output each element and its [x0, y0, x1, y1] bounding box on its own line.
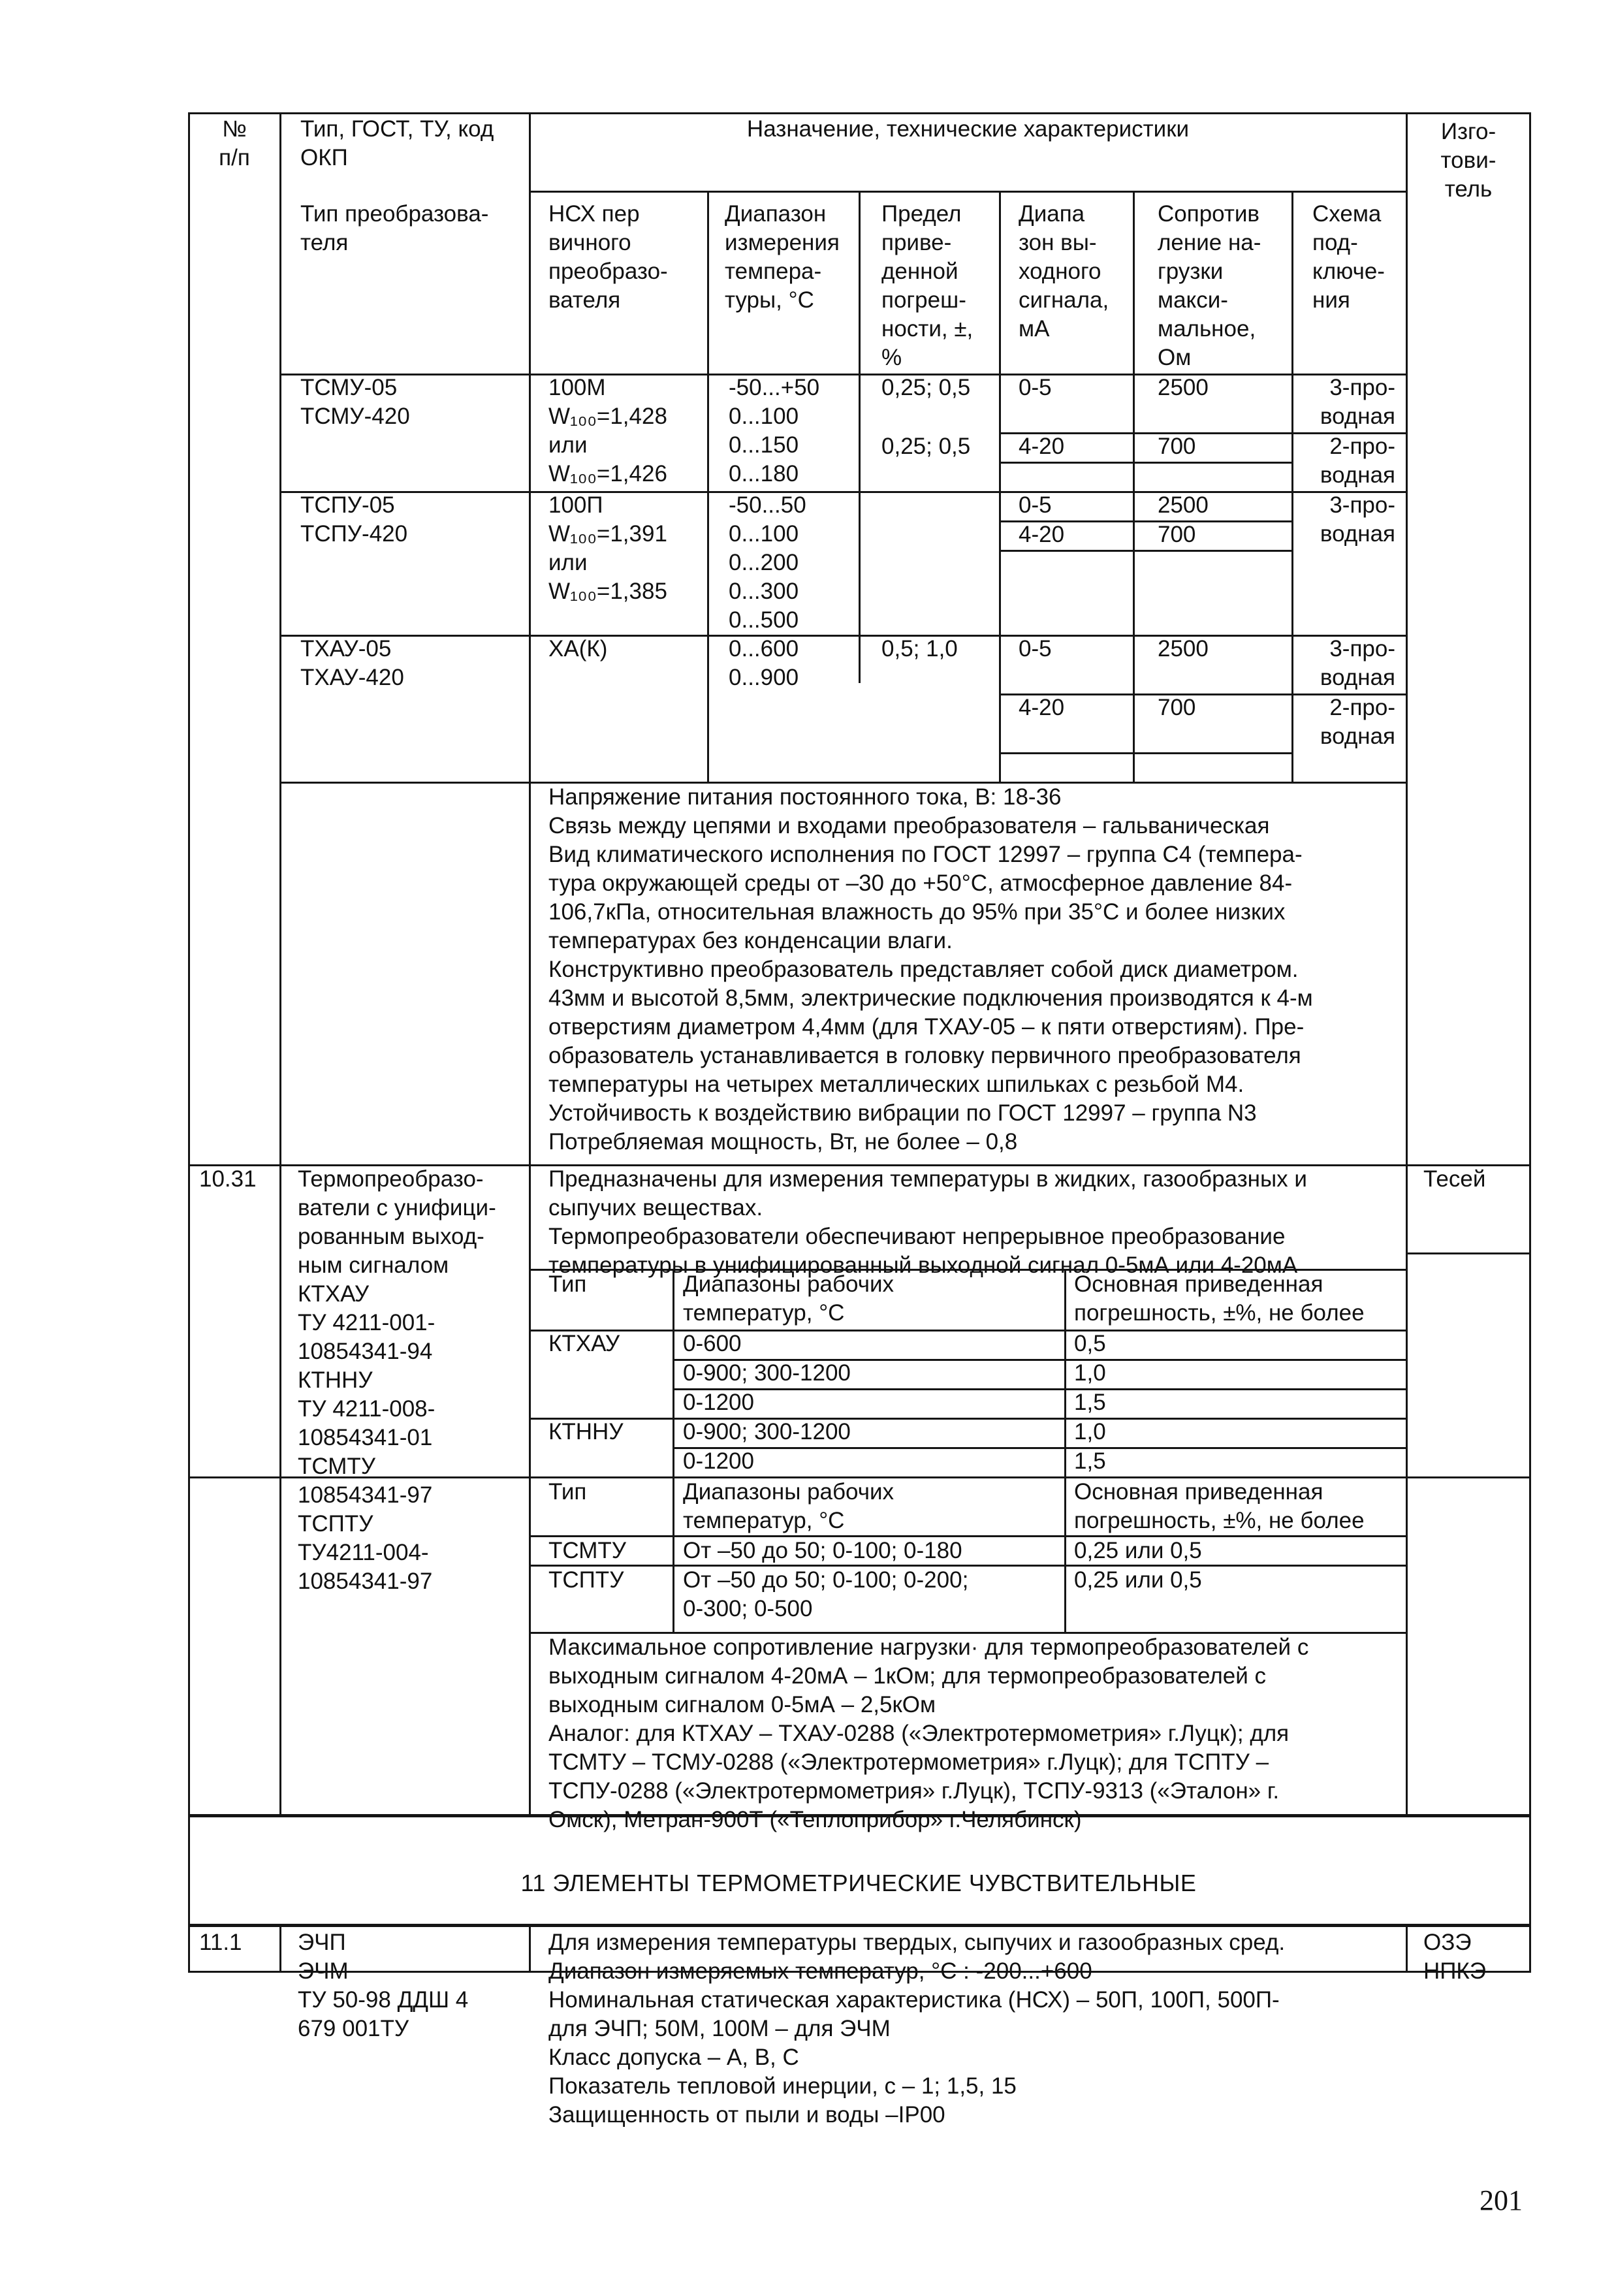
group-thau-res-1: 2500 [1158, 636, 1209, 662]
header-conv-type: Тип преобразова- теля [300, 201, 489, 255]
table2-r1-range: От –50 до 50; 0-100; 0-180 [683, 1538, 962, 1563]
table2-r1-error: 0,25 или 0,5 [1074, 1538, 1202, 1563]
group-thau-res-2: 700 [1158, 695, 1196, 720]
table2-head-range: Диапазоны рабочих температур, °С [683, 1479, 894, 1533]
table1-r4-error: 1,0 [1074, 1419, 1106, 1444]
table2-head-error: Основная приведенная погрешность, ±%, не более [1074, 1479, 1365, 1533]
group-tspu-res-1: 2500 [1158, 492, 1209, 518]
item-10-31-maker: Тесей [1423, 1166, 1486, 1192]
header-scheme: Схема под- ключе- ния [1312, 201, 1385, 313]
table2-r2-error: 0,25 или 0,5 [1074, 1567, 1202, 1593]
group-tsmu-types: ТСМУ-05 ТСМУ-420 [300, 375, 410, 429]
group-thau-error: 0,5; 1,0 [881, 636, 958, 662]
group-thau-scheme-1: 3-про- водная [1320, 636, 1395, 690]
table2-r2-range: От –50 до 50; 0-100; 0-200; 0-300; 0-500 [683, 1567, 969, 1621]
table1-head-type: Тип [548, 1271, 587, 1297]
table2-head-type: Тип [548, 1479, 587, 1505]
group-tsmu-nsh: 100М W₁₀₀=1,428 или W₁₀₀=1,426 [548, 375, 667, 486]
group-thau-types: ТХАУ-05 ТХАУ-420 [300, 636, 404, 690]
group-tspu-nsh: 100П W₁₀₀=1,391 или W₁₀₀=1,385 [548, 492, 667, 604]
group-thau-nsh: ХА(К) [548, 636, 608, 662]
table2-r2-type: ТСПТУ [548, 1567, 624, 1593]
group-tsmu-signal-1: 0-5 [1019, 375, 1052, 400]
group-thau-signal-1: 0-5 [1019, 636, 1052, 662]
header-type-gost: Тип, ГОСТ, ТУ, код ОКП [300, 116, 494, 170]
group-tsmu-res-1: 2500 [1158, 375, 1209, 400]
group-tsmu-error-1: 0,25; 0,5 [881, 375, 971, 400]
table1-r3-range: 0-1200 [683, 1390, 754, 1415]
table1-r5-range: 0-1200 [683, 1448, 754, 1474]
specs-notes: Напряжение питания постоянного тока, В: 18-36 Связь между цепями и входами преобразователя – гальваническая Вид климатического исполнения по ГОСТ 12997 – группа С4 (темпера- тура окружающей среды от –30 до +50°С, атмосферное давление 84- 106,7кПа, относительная влажность до 95% при 35°С и более низких температурах без конденсации влаги. Конструктивно преобразователь представляет собой диск диаметром. 43мм и высотой 8,5мм, электрические подключения производятся к 4-м отверстиям диаметром 4,4мм (для ТХАУ-05 – к пяти отверстиям). Пре- образователь устанавливается в головку первичного преобразователя температуры на четырех металлических шпильках с резьбой М4. Устойчивость к воздействию вибрации по ГОСТ 12997 – группа N3 Потребляемая мощность, Вт, не более – 0,8 [548, 784, 1313, 1155]
item-11-1-num: 11.1 [199, 1930, 242, 1955]
table1-head-range: Диапазоны рабочих температур, °С [683, 1271, 894, 1326]
item-11-1-desc: Для измерения температуры твердых, сыпучих и газообразных сред. Диапазон измеряемых температур, °С : -200...+600 Номинальная статическая характеристика (НСХ) – 50П, 100П, 500П- для ЭЧП; 50М, 100М – для ЭЧМ Класс допуска – А, В, С Показатель тепловой инерции, с – 1; 1,5, 15 Защищенность от пыли и воды –IP00 [548, 1930, 1286, 2128]
group-thau-scheme-2: 2-про- водная [1320, 695, 1395, 749]
group-tsmu-scheme-1: 3-про- водная [1320, 375, 1395, 429]
group-thau-signal-2: 4-20 [1019, 695, 1065, 720]
page-number: 201 [1480, 2184, 1523, 2216]
header-signal: Диапа зон вы- ходного сигнала, мА [1019, 201, 1109, 342]
table1-r2-error: 1,0 [1074, 1360, 1106, 1386]
header-resistance: Сопротив ление на- грузки макси- мальное, Ом [1158, 201, 1261, 370]
table1-r4-type: КТННУ [548, 1419, 624, 1444]
table1-r2-range: 0-900; 300-1200 [683, 1360, 851, 1386]
group-tspu-signal-2: 4-20 [1019, 522, 1065, 547]
group-thau-range: 0...600 0...900 [729, 636, 799, 690]
table1-r3-error: 1,5 [1074, 1390, 1106, 1415]
group-tspu-range: -50...50 0...100 0...200 0...300 0...500 [729, 492, 806, 633]
section-title: 11 ЭЛЕМЕНТЫ ТЕРМОМЕТРИЧЕСКИЕ ЧУВСТВИТЕЛЬНЫЕ [520, 1870, 1197, 1896]
group-tspu-res-2: 700 [1158, 522, 1196, 547]
table1-r1-range: 0-600 [683, 1331, 742, 1356]
item-11-1-type: ЭЧП ЭЧМ ТУ 50-98 ДДШ 4 679 001ТУ [298, 1930, 469, 2041]
group-tspu-types: ТСПУ-05 ТСПУ-420 [300, 492, 408, 547]
table1-head-error: Основная приведенная погрешность, ±%, не более [1074, 1271, 1365, 1326]
header-error: Предел приве- денной погреш- ности, ±, % [881, 201, 974, 370]
header-range: Диапазон измерения темпера- туры, °С [725, 201, 840, 313]
table1-r1-error: 0,5 [1074, 1331, 1106, 1356]
group-tspu-scheme: 3-про- водная [1320, 492, 1395, 547]
item-11-1-maker: ОЗЭ НПКЭ [1423, 1930, 1486, 1984]
item-10-31-intro: Предназначены для измерения температуры в жидких, газообразных и сыпучих веществах. Термопреобразователи обеспечивают непрерывное преобразование температуры в унифицированный выходной сигнал 0-5мА или 4-20мА [548, 1166, 1307, 1278]
group-tsmu-res-2: 700 [1158, 434, 1196, 459]
header-purpose: Назначение, технические характеристики [746, 116, 1190, 142]
header-nsh: НСХ пер вичного преобразо- вателя [548, 201, 668, 313]
table1-r1-type: КТХАУ [548, 1331, 620, 1356]
table1-r4-range: 0-900; 300-1200 [683, 1419, 851, 1444]
group-tsmu-error-2: 0,25; 0,5 [881, 434, 971, 459]
group-tsmu-signal-2: 4-20 [1019, 434, 1065, 459]
group-tsmu-range: -50...+50 0...100 0...150 0...180 [729, 375, 820, 486]
item-10-31-type: Термопреобразо- ватели с унифици- рованным выход- ным сигналом КТХАУ ТУ 4211-001- 10854341-94 КТННУ ТУ 4211-008- 10854341-01 ТСМТУ 10854341-97 ТСПТУ ТУ4211-004- 10854341-97 [298, 1166, 496, 1594]
item-10-31-notes: Максимальное сопротивление нагрузки· для термопреобразователей с выходным сигналом 4-20мА – 1кОм; для термопреобразователей с выходным сигналом 0-5мА – 2,5кОм Аналог: для КТХАУ – ТХАУ-0288 («Электротермометрия» г.Луцк); для ТСМТУ – ТСМУ-0288 («Электротермометрия» г.Луцк); для ТСПТУ – ТСПУ-0288 («Электротермометрия» г.Луцк), ТСПУ-9313 («Эталон» г. Омск), Метран-900Т («Теплоприбор» г.Челябинск) [548, 1634, 1309, 1832]
item-10-31-num: 10.31 [199, 1166, 257, 1192]
group-tspu-signal-1: 0-5 [1019, 492, 1052, 518]
table2-r1-type: ТСМТУ [548, 1538, 627, 1563]
header-maker: Изго- тови- тель [1440, 119, 1496, 202]
group-tsmu-scheme-2: 2-про- водная [1320, 434, 1395, 488]
table1-r5-error: 1,5 [1074, 1448, 1106, 1474]
header-num: № п/п [219, 116, 250, 170]
